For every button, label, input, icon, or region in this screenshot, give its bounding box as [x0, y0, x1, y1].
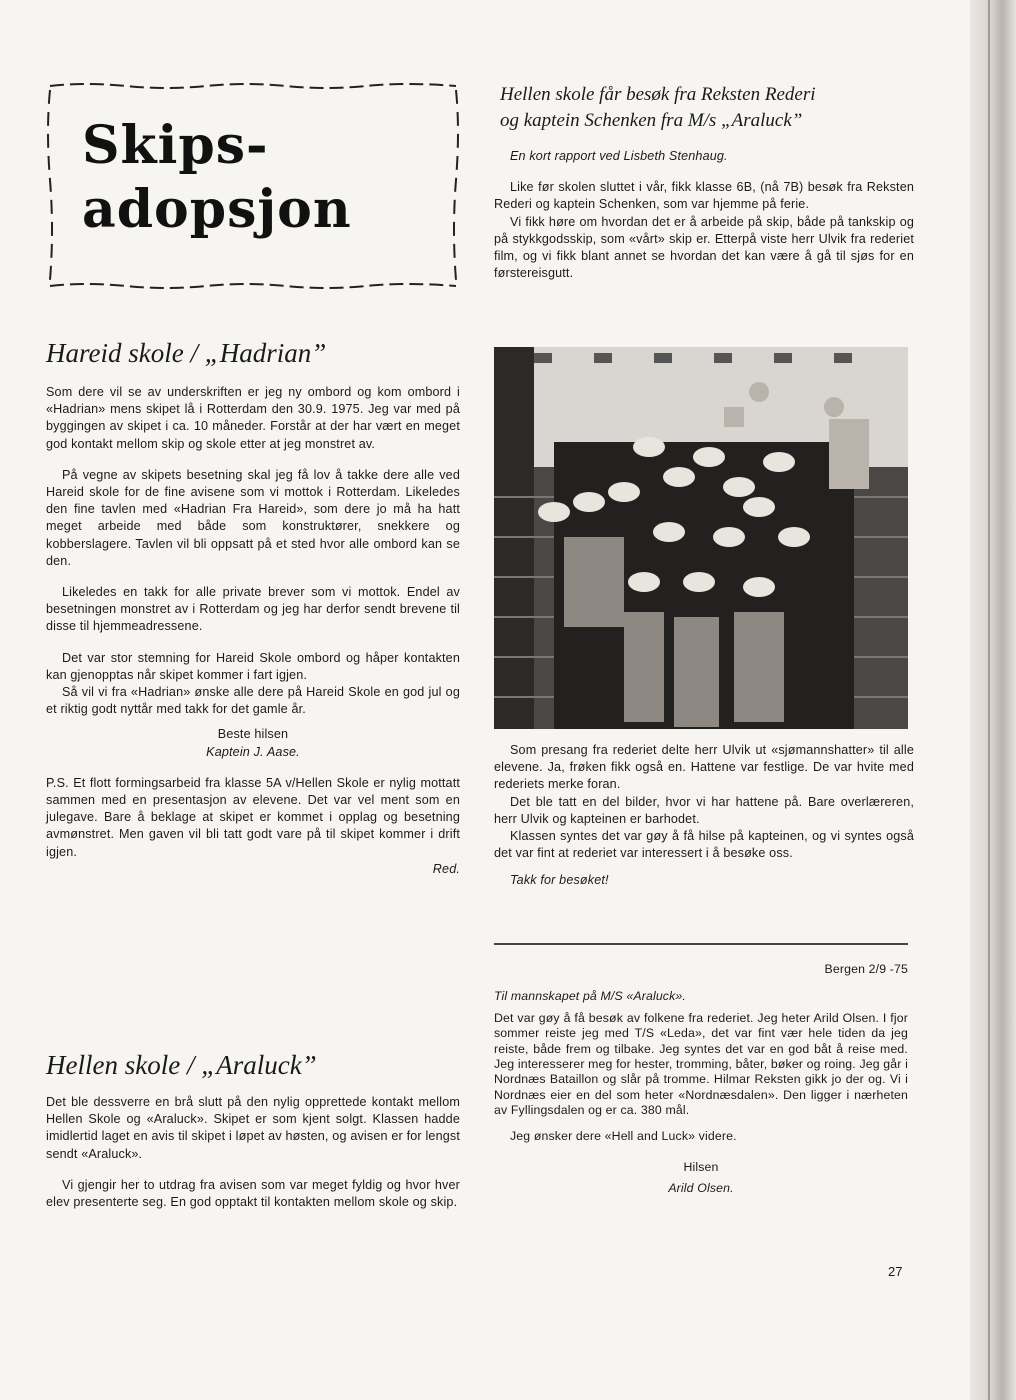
title-line-2: adopsjon	[82, 179, 352, 240]
letter-greeting: Hilsen	[683, 1160, 719, 1175]
visit-heading-line-1: Hellen skole får besøk fra Reksten Rederi	[500, 84, 816, 105]
title-line-1: Skips-	[82, 115, 269, 176]
visit-paragraph-1: Like før skolen sluttet i vår, fikk klasse 6B, (nå 7B) besøk fra Reksten Rederi og kaptein Schenken, som var hjemme på ferie.	[494, 180, 914, 212]
page-title	[82, 114, 352, 242]
hellen-article	[46, 1094, 460, 1211]
letter-paragraph-2: Jeg ønsker dere «Hell and Luck» videre.	[510, 1128, 737, 1143]
page-binding-edge	[970, 0, 1016, 1400]
letter	[494, 962, 908, 1197]
hareid-article	[46, 384, 460, 878]
hellen-heading: Hellen skole / „Araluck”	[46, 1050, 317, 1080]
hareid-signature: Kaptein J. Aase.	[206, 744, 300, 759]
letter-salutation: Til mannskapet på M/S «Araluck».	[494, 989, 686, 1004]
letter-date: Bergen 2/9 -75	[824, 962, 908, 976]
hareid-greeting: Beste hilsen	[217, 727, 289, 742]
visit-article	[494, 148, 914, 282]
hellen-paragraph-1: Det ble dessverre en brå slutt på den nylig opprettede kontakt mellom Hellen Skole og «Araluck». Skipet er som kjent solgt. Klassen hadde imidlertid laget en avis til skipet i løpet av høsten, og avisen er for lengst sendt «Araluck».	[46, 1095, 460, 1161]
page-number: 27	[888, 1264, 903, 1279]
hareid-paragraph-2: På vegne av skipets besetning skal jeg få lov å takke dere alle ved Hareid skole for de fine avisene som vi mottok i Rotterdam. Likeledes den fine tavlen med «Hadrian Fra Hareid», som dere jo må ha hatt meget arbeide med både som konstruktører, snekkere og kobberslagere. Tavlen vil bli oppsatt på et sted hvor alle ombord kan se den.	[46, 467, 460, 568]
visit-paragraph-4: Det ble tatt en del bilder, hvor vi har hattene på. Bare overlæreren, herr Ulvik og kapteinen er barhodet.	[494, 794, 914, 826]
hareid-paragraph-1: Som dere vil se av underskriften er jeg ny ombord og kom ombord i «Hadrian» mens skipet lå i Rotterdam den 30.9. 1975. Jeg var med på byggingen av skipet i ca. 10 måneder. Forstår at der har vært en meget god kontakt mellom skip og skole etter at jeg monstret av.	[46, 385, 460, 451]
hareid-ps: P.S. Et flott formingsarbeid fra klasse 5A v/Hellen Skole er nylig mottatt sammen med en presentasjon av elevene. Det var vel ment som en julegave. Bare å beklage at skipet er kommet i opplag og besetning avmønstret. Men gaven vil bli tatt godt vare på til skipet kommer i drift igjen.	[46, 775, 460, 859]
hareid-red: Red.	[432, 861, 460, 876]
title-box	[46, 80, 460, 290]
class-photo	[494, 347, 908, 729]
letter-signature: Arild Olsen.	[668, 1181, 734, 1196]
hareid-paragraph-5: Så vil vi fra «Hadrian» ønske alle dere på Hareid Skole en god jul og et riktig godt nyttår med takk for det gamle år.	[46, 685, 460, 717]
hareid-paragraph-3: Likeledes en takk for alle private brever som vi mottok. Endel av besetningen monstret av i Rotterdam og jeg har derfor sendt brevene til disse til hjemmeadressene.	[46, 585, 460, 634]
visit-heading-line-2: og kaptein Schenken fra M/s „Araluck”	[500, 110, 803, 131]
visit-paragraph-5: Klassen syntes det var gøy å få hilse på kapteinen, og vi syntes også det var fint at rederiet var interessert i å besøke oss.	[494, 829, 914, 861]
section-divider	[494, 943, 908, 945]
visit-paragraph-3: Som presang fra rederiet delte herr Ulvik ut «sjømannshatter» til alle elevene. Ja, frøken fikk også en. Hattene var festlige. De var hvite med rederiets merke foran.	[494, 743, 914, 792]
visit-thanks: Takk for besøket!	[510, 873, 609, 888]
visit-heading	[500, 82, 816, 134]
visit-paragraph-2: Vi fikk høre om hvordan det er å arbeide på skip, både på tankskip og på stykkgodsskip, som «vårt» skip er. Etterpå viste herr Ulvik fra rederiet film, og vi fikk blant annet se hvordan det kan være å gå til sjøs for en førstereisgutt.	[494, 214, 914, 281]
visit-byline: En kort rapport ved Lisbeth Stenhaug.	[510, 149, 728, 163]
visit-article-continued	[494, 742, 914, 890]
hareid-paragraph-4: Det var stor stemning for Hareid Skole ombord og håper kontakten kan gjenopptas når skipet kommer i fart igjen.	[46, 650, 460, 682]
hareid-heading: Hareid skole / „Hadrian”	[46, 338, 327, 368]
letter-paragraph-1: Det var gøy å få besøk av folkene fra rederiet. Jeg heter Arild Olsen. I fjor sommer reiste jeg med T/S «Leda», det var fint vær hele tiden da jeg reiste, både frem og tilbake. Jeg syntes det var en god båt å reise med. Jeg interesserer meg for hester, tromming, båter, bøker og roing. Jeg går i Nordnæs Bataillon og slår på tromme. Hilmar Reksten gikk jo der og. Vi i Nordnæs eier en del som heter «Nordnæsdalen». Den ligger i nærheten av Fyllingsdalen og er ca. 380 mål.	[494, 1010, 908, 1118]
hellen-paragraph-2: Vi gjengir her to utdrag fra avisen som var meget fyldig og hvor hver elev presenterte seg. En god opptakt til kontakten mellom skole og skip.	[46, 1177, 460, 1210]
